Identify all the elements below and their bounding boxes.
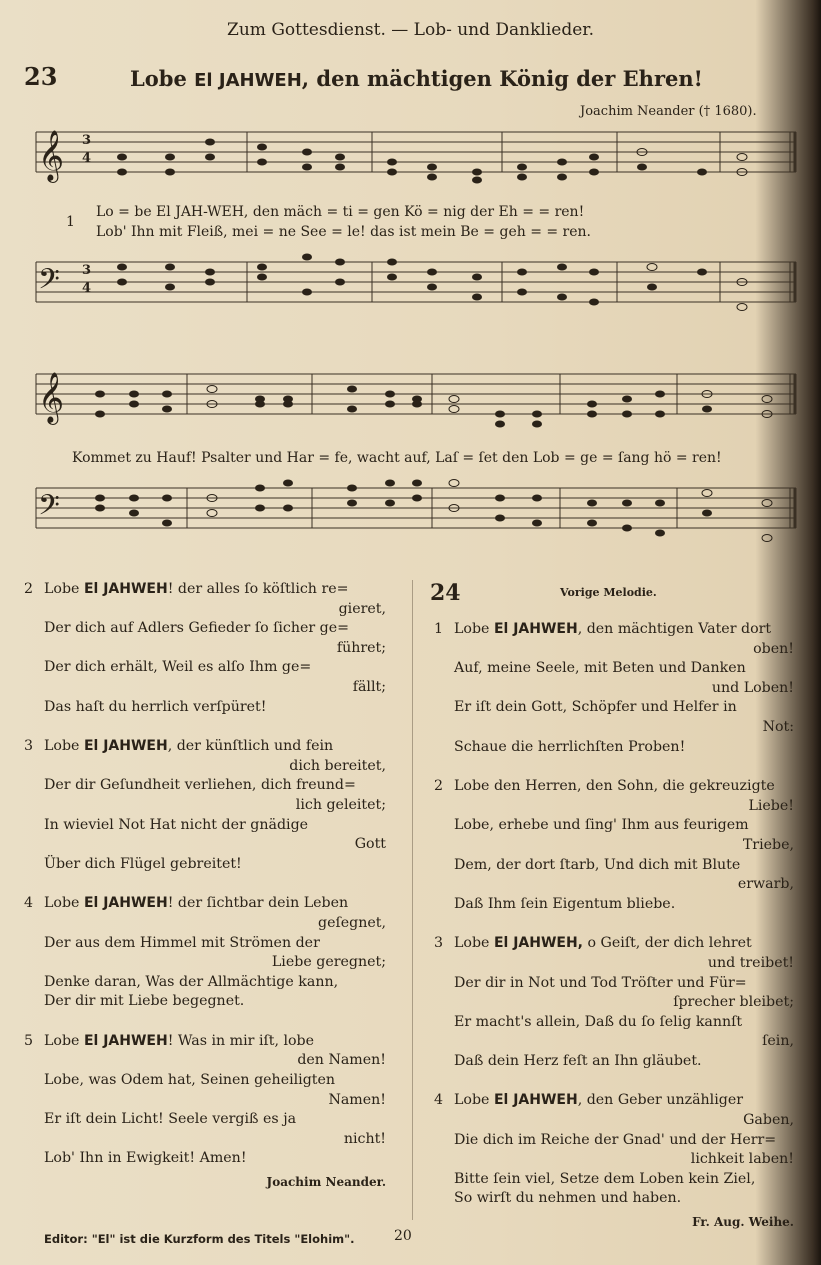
bass-staff-1 [22,250,802,314]
stanza [434,934,794,1071]
time-signature-bottom: 4 [82,151,92,166]
line-text: Die dich im Reiche der Gnad' und der Herr= [454,1131,777,1148]
stanza [434,620,794,757]
stanza-line [44,600,386,620]
line-text: Daß dein Herz feſt an Ihn gläubet. [454,1052,702,1069]
stanza-line [454,718,794,738]
stanza-line [454,836,794,856]
composer-credit: Joachim Neander († 1680). [580,104,757,119]
line-text: ſprecher bleibet; [673,994,794,1011]
stanza-number: 1 [434,621,444,637]
stanza-line [44,737,386,757]
hymn-number-23: 23 [24,62,58,91]
editor-note: Editor: "El" ist die Kurzform des Titels "Elohim". [44,1232,355,1246]
stanza-line [454,875,794,895]
title-pre: Lobe [130,66,195,91]
stanza-author: Fr. Aug. Weihe. [692,1215,794,1230]
stanza-line [44,580,386,600]
divine-name: El JAHWEH [83,1032,168,1049]
hymn24-stanzas [434,620,794,1233]
time-signature-top-bass: 3 [82,263,92,278]
divine-name: El JAHWEH [493,621,578,637]
line-text: Daß Ihm ſein Eigentum bliebe. [454,895,676,912]
stanza-line [454,856,794,876]
divine-name: El JAHWEH [493,1092,578,1109]
line-text: fällt; [352,678,386,695]
line-rest: , der künſtlich und fein [167,738,334,755]
stanza-line [44,1071,386,1091]
line-text: Der dir in Not und Tod Tröſter und Für= [454,974,747,991]
column-divider [412,580,413,1220]
melody-note: Vorige Melodie. [560,586,657,599]
line-text: Liebe! [748,797,794,814]
stanza-line [44,639,386,659]
line-text: Denke daran, Was der Allmächtige kann, [44,973,339,990]
stanza-line [44,816,386,836]
line-text: Lobe [454,1092,494,1109]
stanza-line [454,993,794,1013]
line-text: Der dir Geſundheit verliehen, dich freund= [44,777,356,794]
stanza-line [454,738,794,758]
line-rest: ! der alles ſo köſtlich re= [167,581,349,597]
page-header: Zum Gottesdienst. — Lob- und Danklieder. [227,20,594,40]
stanza-number: 4 [434,1092,444,1109]
lyric-line-3: Kommet zu Hauf! Psalter und Har = fe, wacht auf, Laſ = ſet den Lob = ge = ſang hö = ren! [72,450,722,466]
line-text: Lobe, was Odem hat, Seinen geheiligten [44,1072,336,1089]
stanza-line [454,1131,794,1151]
line-rest: , den Geber unzähliger [577,1092,744,1109]
line-text: ſein, [762,1033,794,1050]
stanza-line [44,796,386,816]
stanza-line [44,953,386,973]
stanza-line [44,678,386,698]
stanza-line [454,1032,794,1052]
hymn23-stanzas [24,580,386,1193]
line-text: den Namen! [297,1052,386,1069]
title-post: , den mächtigen König der Ehren! [301,66,703,91]
stanza-number: 2 [24,581,34,597]
treble-clef-icon-2: 𝄞 [38,372,65,423]
lyric-line-2: Lob' Ihn mit Fleiß, mei = ne See = le! das ist mein Be = geh = = ren. [96,224,591,240]
line-text: Triebe, [742,836,794,853]
stanza-line [44,1051,386,1071]
stanza-author: Joachim Neander. [266,1175,386,1190]
stanza-line [454,1111,794,1131]
stanza-line [44,992,386,1012]
line-text: Der dich erhält, Weil es alſo Ihm ge= [44,659,312,676]
line-text: Lobe den Herren, den Sohn, die gekreuzigte [454,778,775,795]
stanza-number: 2 [434,778,444,795]
bass-staff-2 [22,476,802,546]
line-text: oben! [753,640,794,657]
stanza-line [44,894,386,914]
bass-clef-icon-2: 𝄢 [38,489,60,529]
verse-number: 1 [66,214,75,230]
stanza-line [44,1149,386,1169]
line-rest: ! Was in mir iſt, lobe [167,1032,315,1049]
stanza-line [44,757,386,777]
line-text: Lobe [44,895,84,912]
stanza-line [454,895,794,915]
line-rest: ! der ſichtbar dein Leben [167,895,349,912]
line-text: Der dir mit Liebe begegnet. [44,993,245,1010]
line-text: Er iſt dein Licht! Seele vergiß es ja [44,1111,297,1128]
line-text: Lobe [44,581,84,597]
stanza [24,737,386,874]
line-text: Der aus dem Himmel mit Strömen der [44,934,320,951]
line-text: erwarb, [737,876,794,893]
line-text: Der dich auf Adlers Gefieder ſo ſicher ge= [44,620,350,637]
line-text: Dem, der dort ſtarb, Und dich mit Blute [454,856,741,873]
line-text: Lobe [454,621,494,637]
stanza-line [44,776,386,796]
stanza-line [44,1091,386,1111]
stanza-number: 5 [24,1032,34,1049]
stanza-line [44,914,386,934]
hymn-title [130,66,730,91]
stanza-line [454,1013,794,1033]
stanza-line [454,640,794,660]
stanza-line [44,934,386,954]
stanza [434,1091,794,1209]
stanza [24,894,386,1012]
stanza-line [454,698,794,718]
line-text: Er iſt dein Gott, Schöpfer und Helfer in [454,699,737,716]
stanza-line [44,698,386,718]
stanza-line [454,1150,794,1170]
line-text: geſegnet, [318,914,386,931]
stanza-line [454,1189,794,1209]
line-text: Lobe, erhebe und ſing' Ihm aus feurigem [454,817,749,834]
line-text: Lobe [44,738,84,755]
bass-clef-icon: 𝄢 [38,263,60,303]
line-text: Über dich Flügel gebreitet! [44,855,242,872]
lyric-line-1: Lo = be El JAH-WEH, den mäch = ti = gen Kö = nig der Eh = = ren! [96,204,585,220]
line-text: Schaue die herrlichſten Proben! [454,738,686,755]
line-text: Bitte ſein viel, Setze dem Loben kein Ziel, [454,1170,756,1187]
stanza [434,777,794,914]
stanza-line [454,974,794,994]
divine-name: El JAHWEH [83,581,168,597]
stanza [24,580,386,717]
line-text: und treibet! [707,954,794,971]
line-text: führet; [336,639,386,656]
divine-name: El JAHWEH, [493,935,583,952]
time-signature-bottom-bass: 4 [82,281,92,296]
stanza-line [44,1032,386,1052]
divine-name: El JAHWEH [83,895,168,912]
treble-clef-icon: 𝄞 [38,130,65,181]
stanza-line [454,777,794,797]
stanza-line [454,620,794,640]
stanza-line [44,1110,386,1130]
line-text: Das haſt du herrlich verſpüret! [44,698,267,715]
line-text: Lob' Ihn in Ewigkeit! Amen! [44,1150,247,1167]
stanza-line [44,619,386,639]
line-text: gieret, [338,600,386,617]
line-text: Namen! [328,1091,386,1108]
stanza [24,1032,386,1169]
line-text: Liebe geregnet; [271,954,386,971]
stanza-line [454,816,794,836]
stanza-line [44,835,386,855]
line-text: lich geleitet; [295,796,386,813]
divine-name: El JAHWEH [83,738,168,755]
line-text: Er macht's allein, Daß du ſo ſelig kannſt [454,1013,743,1030]
line-text: In wieviel Not Hat nicht der gnädige [44,816,309,833]
stanza-line [454,934,794,954]
hymn-number-24: 24 [430,580,461,606]
stanza-number: 4 [24,895,34,912]
treble-staff-1 [22,120,802,184]
line-text: So wirſt du nehmen und haben. [454,1190,682,1207]
stanza-line [454,679,794,699]
stanza-line [454,954,794,974]
time-signature-top: 3 [82,133,92,148]
line-text: Auf, meine Seele, mit Beten und Danken [454,660,746,677]
stanza-line [454,659,794,679]
line-text: dich bereitet, [289,757,386,774]
stanza-line [44,973,386,993]
stanza-line [454,797,794,817]
line-rest: o Geiſt, der dich lehret [583,935,752,952]
stanza-number: 3 [434,935,444,952]
stanza-line [454,1052,794,1072]
treble-staff-2 [22,362,802,432]
line-text: Gott [354,836,386,853]
title-name: El JAHWEH [194,70,302,91]
page-number: 20 [394,1228,412,1244]
line-text: nicht! [343,1130,386,1147]
stanza-number: 3 [24,738,34,755]
stanza-line [44,658,386,678]
line-text: Gaben, [743,1112,794,1129]
line-text: lichkeit laben! [690,1151,794,1168]
line-text: und Loben! [711,679,794,696]
stanza-line [454,1091,794,1111]
stanza-line [44,1130,386,1150]
line-rest: , den mächtigen Vater dort [577,621,772,637]
line-text: Not: [762,718,794,735]
line-text: Lobe [44,1032,84,1049]
stanza-line [44,855,386,875]
line-text: Lobe [454,935,494,952]
stanza-line [454,1170,794,1190]
